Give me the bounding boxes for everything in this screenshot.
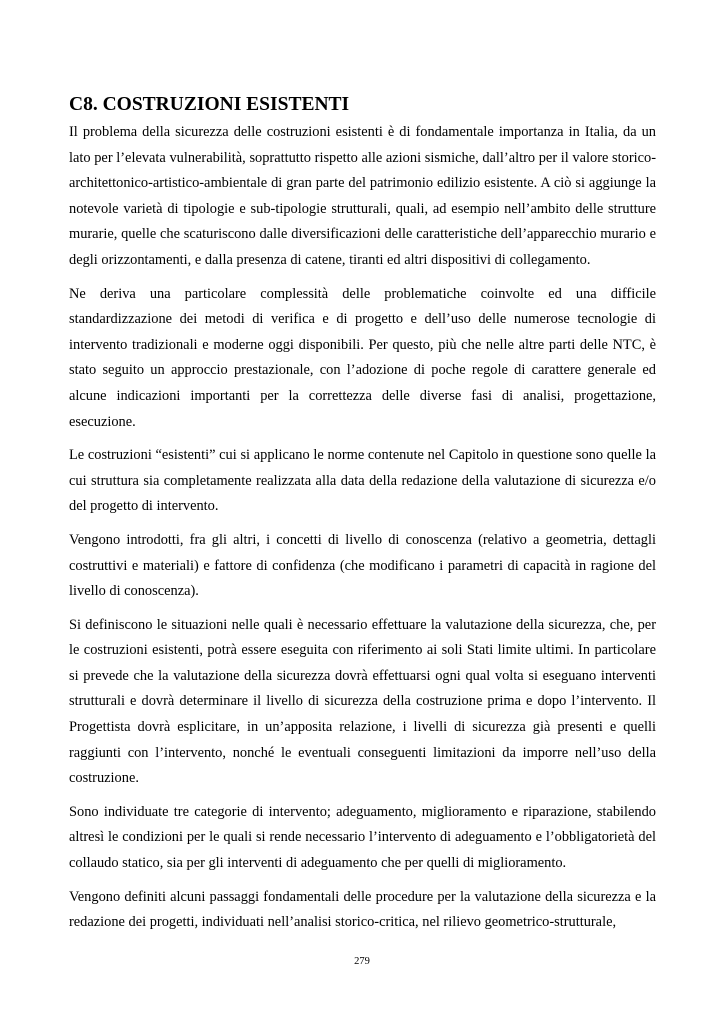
paragraph-2: Ne deriva una particolare complessità delle problematiche coinvolte ed una difficile standardizzazione dei metodi di verifica e di progetto e dell’uso delle numerose tecnologie di intervento tradizionali e moderne oggi disponibili. Per questo, più che nelle altre parti delle NTC, è stato seguito un approccio prestazionale, con l’adozione di poche regole di carattere generale ed alcune indicazioni importanti per la correttezza delle diverse fasi di analisi, progettazione, esecuzione.: [69, 285, 656, 430]
paragraph-6: Sono individuate tre categorie di intervento; adeguamento, miglioramento e riparazione, stabilendo altresì le condizioni per le quali si rende necessario l’intervento di adeguamento e l’obbligatorietà del collaudo statico, sia per gli interventi di adeguamento che per quelli di miglioramento.: [69, 803, 656, 872]
paragraph-1: Il problema della sicurezza delle costruzioni esistenti è di fondamentale importanza in Italia, da un lato per l’elevata vulnerabilità, soprattutto rispetto alle azioni sismiche, dall’altro per il valore storico-architettonico-artistico-ambientale di gran parte del patrimonio edilizio esistente. A ciò si aggiunge la notevole varietà di tipologie e sub-tipologie strutturali, quali, ad esempio nell’ambito delle strutture murarie, quelle che scaturiscono dalle diversificazioni delle caratteristiche dell’apparecchio murario e degli orizzontamenti, e dalla presenza di catene, tiranti ed altri dispositivi di collegamento.: [69, 124, 656, 268]
paragraph-5: Si definiscono le situazioni nelle quali è necessario effettuare la valutazione della sicurezza, che, per le costruzioni esistenti, potrà essere eseguita con riferimento ai soli Stati limite ultimi. In particolare si prevede che la valutazione della sicurezza dovrà effettuarsi ogni qual volta si eseguano interventi strutturali e dovrà determinare il livello di sicurezza della costruzione prima e dopo l’intervento. Il Progettista dovrà esplicitare, in un’apposita relazione, i livelli di sicurezza già presenti e quelli raggiunti con l’intervento, nonché le eventuali conseguenti limitazioni da imporre nell’uso della costruzione.: [69, 616, 656, 787]
paragraph-3: Le costruzioni “esistenti” cui si applicano le norme contenute nel Capitolo in questione sono quelle la cui struttura sia completamente realizzata alla data della redazione della valutazione di sicurezza e/o del progetto di intervento.: [69, 447, 656, 515]
section-heading: C8. COSTRUZIONI ESISTENTI: [69, 94, 350, 115]
page-content: [69, 90, 656, 944]
paragraph-4: Vengono introdotti, fra gli altri, i concetti di livello di conoscenza (relativo a geometria, dettagli costruttivi e materiali) e fattore di confidenza (che modificano i parametri di capacità in ragione del livello di conoscenza).: [69, 531, 656, 600]
paragraph-7: Vengono definiti alcuni passaggi fondamentali delle procedure per la valutazione della sicurezza e la redazione dei progetti, individuati nell’analisi storico-critica, nel rilievo geometrico-strutturale,: [69, 888, 656, 931]
page-number: 279: [354, 956, 370, 967]
